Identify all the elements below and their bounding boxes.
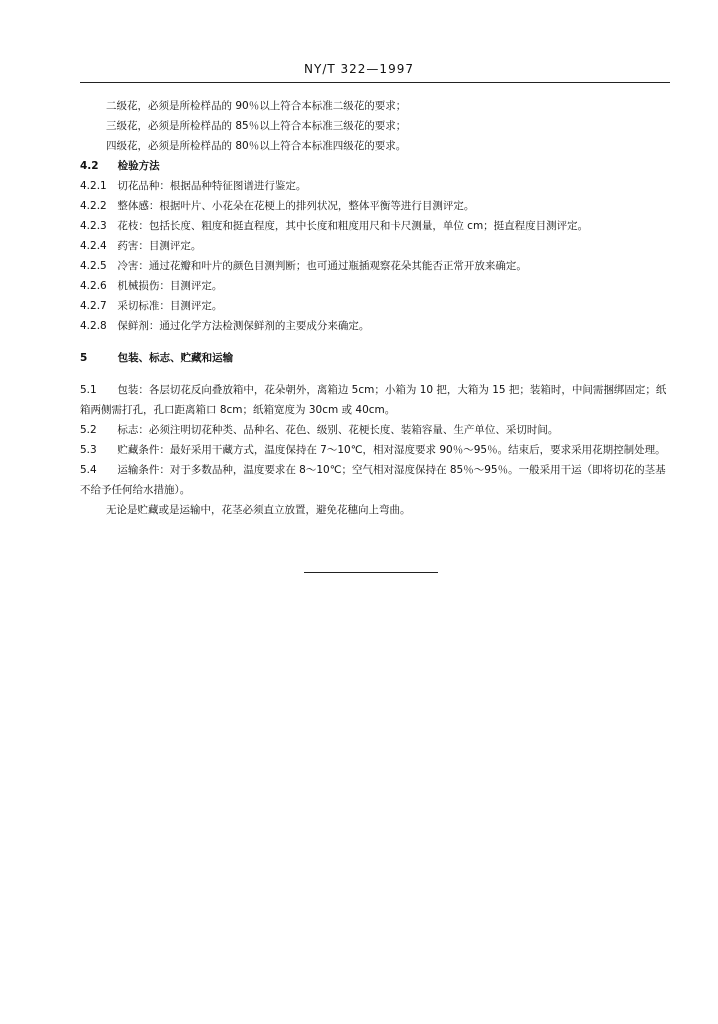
clause-4-2-1 [80,176,670,196]
section-gap [80,368,670,380]
clause-text: 包装：各层切花反向叠放箱中，花朵朝外，离箱边 5cm；小箱为 10 把，大箱为 15 把；装箱时，中间需捆绑固定；纸箱两侧需打孔，孔口距离箱口 8cm；纸箱宽度为 30cm 或 40cm。 [80,384,667,416]
clause-number: 4.2.5 [80,260,107,272]
document-body [80,96,670,520]
clause-text: 机械损伤：目测评定。 [117,280,223,292]
clause-number: 4.2.4 [80,240,107,252]
clause-5-2 [80,420,670,440]
clause-number: 4.2.3 [80,220,107,232]
clause-number: 5.4 [80,464,97,476]
clause-number: 4.2.2 [80,200,107,212]
clause-text: 保鲜剂：通过化学方法检测保鲜剂的主要成分来确定。 [117,320,370,332]
clause-number: 5.1 [80,384,97,396]
section-heading-5 [80,348,670,368]
section-gap [80,336,670,348]
clause-text: 整体感：根据叶片、小花朵在花梗上的排列状况，整体平衡等进行目测评定。 [117,200,475,212]
clause-4-2-2 [80,196,670,216]
clause-number: 4.2.1 [80,180,107,192]
clause-number: 4.2.8 [80,320,107,332]
clause-text: 运输条件：对于多数品种，温度要求在 8～10℃；空气相对湿度保持在 85％～95％。一般采用干运（即将切花的茎基不给予任何给水措施）。 [80,464,666,496]
clause-4-2-3 [80,216,670,236]
clause-text: 采切标准：目测评定。 [117,300,223,312]
clause-5-4 [80,460,670,500]
grade-line: 二级花，必须是所检样品的 90％以上符合本标准二级花的要求； [106,100,407,112]
clause-4-2-4 [80,236,670,256]
clause-5-3 [80,440,670,460]
section-number: 4.2 [80,160,99,172]
clause-number: 4.2.7 [80,300,107,312]
clause-text: 冷害：通过花瓣和叶片的颜色目测判断；也可通过瓶插观察花朵其能否正常开放来确定。 [117,260,527,272]
grade-line: 四级花，必须是所检样品的 80％以上符合本标准四级花的要求。 [106,140,407,152]
section-number: 5 [80,352,88,364]
clause-text: 标志：必须注明切花种类、品种名、花色、级别、花梗长度、装箱容量、生产单位、采切时间。 [117,424,559,436]
end-rule [304,572,438,573]
clause-4-2-8 [80,316,670,336]
grade-line: 三级花，必须是所检样品的 85％以上符合本标准三级花的要求； [106,120,407,132]
clause-text: 切花品种：根据品种特征图谱进行鉴定。 [117,180,307,192]
clause-5-1 [80,380,670,420]
clause-text: 贮藏条件：最好采用干藏方式，温度保持在 7～10℃，相对湿度要求 90％～95％。结束后，要求采用花期控制处理。 [117,444,666,456]
section-heading-4-2 [80,156,670,176]
clause-4-2-6 [80,276,670,296]
closing-paragraph: 无论是贮藏或是运输中，花茎必须直立放置，避免花穗向上弯曲。 [106,504,411,516]
section-title: 检验方法 [117,160,160,172]
header-rule [80,82,670,83]
clause-number: 4.2.6 [80,280,107,292]
clause-4-2-5 [80,256,670,276]
clause-text: 药害：目测评定。 [117,240,202,252]
clause-text: 花枝：包括长度、粗度和挺直程度，其中长度和粗度用尺和卡尺测量，单位 cm；挺直程度目测评定。 [117,220,589,232]
clause-number: 5.2 [80,424,97,436]
section-title: 包装、标志、贮藏和运输 [117,352,234,364]
clause-4-2-7 [80,296,670,316]
clause-number: 5.3 [80,444,97,456]
standard-code: NY/T 322—1997 [304,62,414,76]
